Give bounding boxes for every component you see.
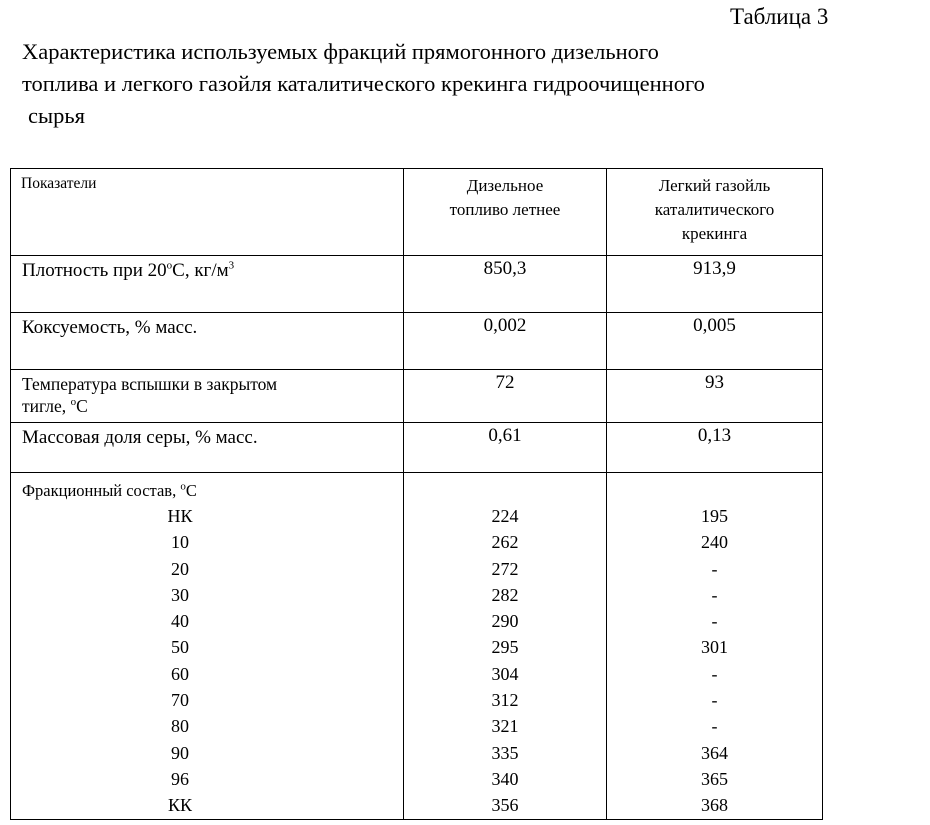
fraction-diesel-value: 321 bbox=[491, 716, 519, 737]
fraction-title: Фракционный состав, $^o$С bbox=[22, 480, 197, 500]
header-indicators bbox=[11, 169, 404, 256]
table-number-label: Таблица 3 bbox=[730, 4, 829, 29]
fraction-point: 30 bbox=[171, 584, 189, 605]
fraction-point: 90 bbox=[171, 742, 189, 763]
coking-gasoil-value: 0,005 bbox=[607, 313, 823, 370]
fraction-gasoil-value: - bbox=[711, 584, 718, 605]
fraction-point: 10 bbox=[171, 532, 189, 553]
flash-point-label-line-2: тигле, $^o$С bbox=[22, 396, 88, 416]
table-row-density bbox=[11, 256, 823, 313]
fraction-gasoil-value: - bbox=[711, 663, 718, 684]
fraction-gasoil-value: 301 bbox=[701, 637, 728, 658]
density-label: Плотность при 20$^o$С, $кг/м^3$ bbox=[11, 256, 404, 313]
fraction-gasoil-value: 365 bbox=[701, 768, 728, 789]
title-line-2: топлива и легкого газойля каталитического крекинга гидроочищенного bbox=[22, 71, 705, 96]
sulfur-diesel-value: 0,61 bbox=[404, 423, 607, 473]
fraction-gasoil-list bbox=[607, 503, 822, 819]
fraction-gasoil-value: 368 bbox=[701, 795, 728, 816]
table-row-coking bbox=[11, 313, 823, 370]
fraction-gasoil-value: - bbox=[711, 716, 718, 737]
fraction-diesel-value: 340 bbox=[491, 768, 519, 789]
fraction-point: 40 bbox=[171, 611, 189, 632]
fraction-diesel-value: 262 bbox=[491, 532, 519, 553]
header-gasoil-line-3: крекинга bbox=[681, 224, 748, 243]
fraction-point: 50 bbox=[171, 637, 189, 658]
header-gasoil-line-2: каталитического bbox=[654, 200, 775, 219]
header-gasoil bbox=[607, 169, 823, 256]
fraction-points-cell bbox=[11, 473, 404, 820]
fraction-diesel-value: 335 bbox=[491, 742, 519, 763]
table-title bbox=[22, 36, 927, 132]
table-row-sulfur bbox=[11, 423, 823, 473]
coking-diesel-value: 0,002 bbox=[404, 313, 607, 370]
flash-point-diesel-value: 72 bbox=[404, 370, 607, 423]
fraction-diesel-value: 304 bbox=[491, 663, 519, 684]
properties-table bbox=[10, 168, 823, 820]
header-indicators-label: Показатели bbox=[21, 175, 97, 192]
fraction-gasoil-value: 364 bbox=[701, 742, 728, 763]
fraction-diesel-value: 272 bbox=[491, 558, 519, 579]
table-row-flash-point bbox=[11, 370, 823, 423]
density-gasoil-value: 913,9 bbox=[607, 256, 823, 313]
fraction-diesel-value: 224 bbox=[491, 506, 519, 526]
flash-point-label bbox=[11, 370, 404, 423]
fraction-gasoil-value: 240 bbox=[701, 532, 728, 553]
fraction-point: 80 bbox=[171, 716, 189, 737]
sulfur-label: Массовая доля серы, % масс. bbox=[11, 423, 404, 473]
title-line-1: Характеристика используемых фракций прямогонного дизельного bbox=[22, 39, 659, 64]
fraction-diesel-value: 295 bbox=[491, 637, 519, 658]
fraction-gasoil-value: - bbox=[711, 611, 718, 632]
fraction-point: 20 bbox=[171, 558, 189, 579]
header-row bbox=[11, 169, 823, 256]
fraction-point: 60 bbox=[171, 663, 189, 684]
density-diesel-value: 850,3 bbox=[404, 256, 607, 313]
table-row-fraction bbox=[11, 473, 823, 820]
header-diesel-line-1: Дизельное bbox=[466, 176, 544, 195]
fraction-point: НК bbox=[167, 506, 193, 526]
fraction-diesel-value: 282 bbox=[491, 584, 519, 605]
fraction-diesel-list bbox=[404, 503, 606, 819]
fraction-gasoil-cell bbox=[607, 473, 823, 820]
flash-point-label-line-1: Температура вспышки в закрытом bbox=[22, 374, 278, 394]
fraction-point: КК bbox=[167, 795, 192, 816]
header-diesel bbox=[404, 169, 607, 256]
coking-label: Коксуемость, % масс. bbox=[11, 313, 404, 370]
fraction-gasoil-value: - bbox=[711, 558, 718, 579]
flash-point-gasoil-value: 93 bbox=[607, 370, 823, 423]
fraction-gasoil-value: 195 bbox=[701, 506, 728, 526]
fraction-diesel-value: 290 bbox=[491, 611, 519, 632]
fraction-point: 96 bbox=[171, 768, 189, 789]
fraction-diesel-value: 312 bbox=[491, 690, 519, 711]
fraction-diesel-value: 356 bbox=[491, 795, 519, 816]
header-diesel-line-2: топливо летнее bbox=[449, 200, 561, 219]
header-gasoil-line-1: Легкий газойль bbox=[658, 176, 771, 195]
fraction-points-list bbox=[22, 503, 403, 819]
fraction-point: 70 bbox=[171, 690, 189, 711]
fraction-diesel-cell bbox=[404, 473, 607, 820]
sulfur-gasoil-value: 0,13 bbox=[607, 423, 823, 473]
fraction-gasoil-value: - bbox=[711, 690, 718, 711]
title-line-3: сырья bbox=[28, 103, 85, 128]
